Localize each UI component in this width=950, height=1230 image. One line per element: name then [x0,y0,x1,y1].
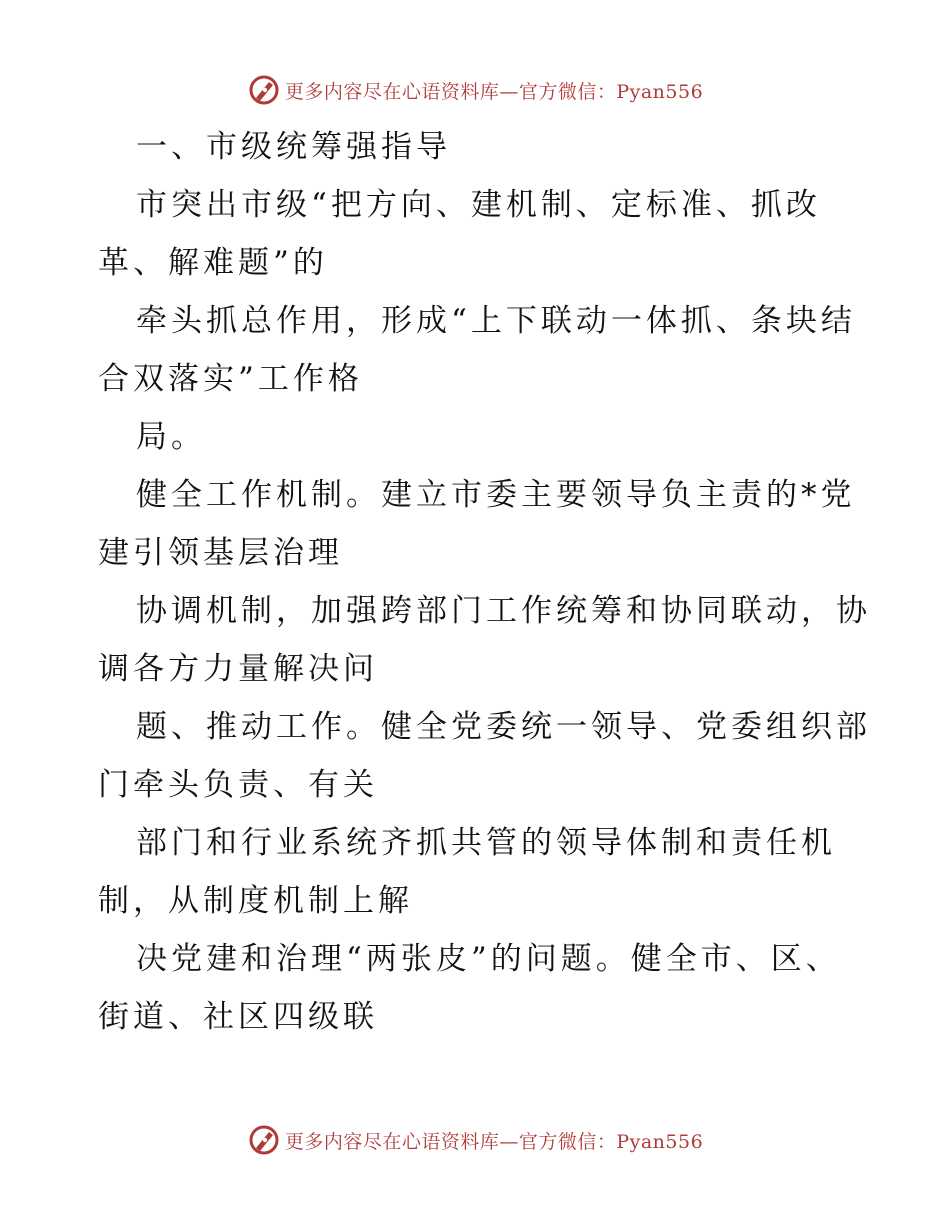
paragraph-line: 局。 [136,419,206,455]
paragraph-line: 革、解难题”的 [98,245,328,281]
header-banner-text: 更多内容尽在心语资料库—官方微信：Pyan556 [284,80,704,103]
pen-logo-icon [247,1123,281,1157]
header-banner [0,70,950,110]
paragraph-line: 门牵头负责、有关 [98,767,378,803]
paragraph-line: 合双落实”工作格 [98,361,363,397]
paragraph-line: 题、推动工作。健全党委统一领导、党委组织部 [136,709,871,745]
footer-banner [0,1120,950,1160]
paragraph-line: 牵头抓总作用，形成“上下联动一体抓、条块结 [136,303,856,339]
footer-banner-content [247,1123,703,1157]
paragraph-line: 市突出市级“把方向、建机制、定标准、抓改 [136,187,821,223]
paragraph-line: 制，从制度机制上解 [98,883,413,919]
paragraph-line: 协调机制，加强跨部门工作统筹和协同联动，协 [136,593,871,629]
paragraph-line: 街道、社区四级联 [98,999,378,1035]
paragraph-line: 决党建和治理“两张皮”的问题。健全市、区、 [136,941,841,977]
paragraph-line: 建引领基层治理 [98,535,343,571]
paragraph-line: 一、市级统筹强指导 [136,129,451,165]
paragraph-line: 调各方力量解决问 [98,651,378,687]
footer-banner-text: 更多内容尽在心语资料库—官方微信：Pyan556 [284,1130,704,1153]
document-body [98,118,871,1046]
header-banner-content [247,73,703,107]
paragraph-line: 健全工作机制。建立市委主要领导负主责的*党 [136,477,856,513]
pen-logo-icon [247,73,281,107]
paragraph-line: 部门和行业系统齐抓共管的领导体制和责任机 [136,825,836,861]
